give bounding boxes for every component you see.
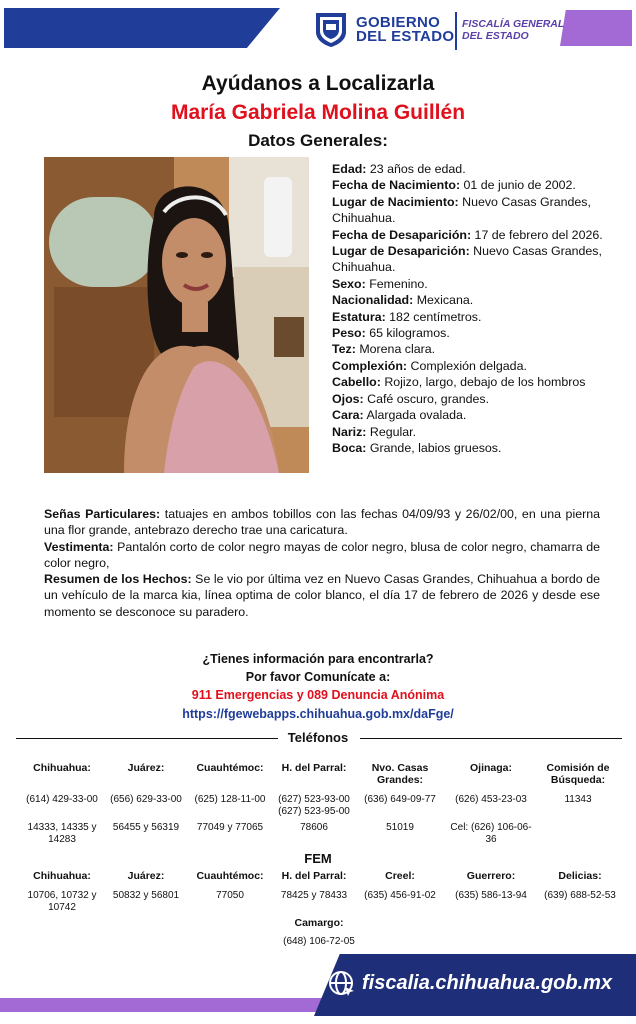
fem-header: Guerrero: <box>466 870 516 882</box>
gen-item-estatura: Estatura: 182 centímetros. <box>332 309 482 324</box>
fiscalia-logo-text <box>462 18 564 42</box>
gen-item-tez: Tez: Morena clara. <box>332 342 436 357</box>
tel-cell: 56455 y 56319 <box>112 822 180 833</box>
particular-resumen: Resumen de los Hechos: Se le vio por última vez en Nuevo Casas Grandes, Chihuahua a bordo de un vehículo de la marca kia, línea optima de color blanco, el día 17 de febrero de 2026 y desde ese momento se desconoce su paradero. <box>44 572 600 619</box>
gen-item-ojos: Ojos: Café oscuro, grandes. <box>332 391 490 406</box>
fisc-line-1: FISCALÍA GENERAL <box>462 18 565 30</box>
general-data <box>332 161 608 456</box>
tel-cell: 11343 <box>564 794 592 805</box>
tel-header: Cuauhtémoc: <box>196 762 264 774</box>
person-name: María Gabriela Molina Guillén <box>170 101 466 124</box>
header-blue-stripe <box>4 8 280 48</box>
fem-header: Cuauhtémoc: <box>196 870 264 882</box>
tel-cell: Cel: (626) 106-06-36 <box>450 822 532 845</box>
fem-cell-camargo: (648) 106-72-05 <box>283 936 355 947</box>
fem-header: Creel: <box>385 870 415 882</box>
tel-header: Chihuahua: <box>33 762 91 774</box>
fem-cell: (635) 456-91-02 <box>364 890 436 901</box>
particular-vestimenta: Vestimenta: Pantalón corto de color negro mayas de color negro, blusa de color negro, chamarra de color negro, <box>44 539 600 570</box>
gen-item-nariz: Nariz: Regular. <box>332 424 417 439</box>
fem-header-camargo: Camargo: <box>294 917 344 929</box>
header-divider <box>455 12 457 50</box>
tel-cell: 77049 y 77065 <box>196 822 264 833</box>
gen-item-fecha-nacimiento: Fecha de Nacimiento: 01 de junio de 2002. <box>332 178 576 193</box>
contact-url-link[interactable]: https://fgewebapps.chihuahua.gob.mx/daFge/ <box>182 707 454 721</box>
gen-item-cabello: Cabello: Rojizo, largo, debajo de los hombros <box>332 375 586 390</box>
person-photo <box>44 157 309 473</box>
fisc-line-2: DEL ESTADO <box>462 30 529 42</box>
fem-cell: 77050 <box>216 890 244 901</box>
contact-question: ¿Tienes información para encontrarla? <box>202 652 434 666</box>
gen-item-lugar-desaparicion: Lugar de Desaparición: Nuevo Casas Grandes, Chihuahua. <box>332 244 602 275</box>
fem-header: H. del Parral: <box>281 870 347 882</box>
tel-cell: 51019 <box>386 822 414 833</box>
tel-header: Ojinaga: <box>469 762 512 774</box>
tel-cell: (614) 429-33-00 <box>26 794 98 805</box>
tel-cell: (627) 523-93-00 (627) 523-95-00 <box>278 794 350 817</box>
tel-header: H. del Parral: <box>281 762 347 774</box>
particulars-section <box>44 506 600 620</box>
gen-item-nacionalidad: Nacionalidad: Mexicana. <box>332 293 474 308</box>
gov-line-1: GOBIERNO <box>356 14 441 31</box>
tel-cell: (656) 629-33-00 <box>110 794 182 805</box>
gen-item-boca: Boca: Grande, labios gruesos. <box>332 440 502 455</box>
tel-header: Juárez: <box>127 762 165 774</box>
fem-title: FEM <box>304 851 332 866</box>
tel-cell: 78606 <box>300 822 328 833</box>
contact-call: Por favor Comunícate a: <box>245 670 391 684</box>
state-seal-icon <box>312 10 350 48</box>
gen-item-cara: Cara: Alargada ovalada. <box>332 408 467 423</box>
particular-senas: Señas Particulares: tatuajes en ambos tobillos con las fechas 04/09/93 y 26/02/00, en una pierna una flor grande, antebrazo derecho trae una caricatura. <box>44 507 601 538</box>
gen-item-edad: Edad: 23 años de edad. <box>332 162 466 176</box>
gen-item-lugar-nacimiento: Lugar de Nacimiento: Nuevo Casas Grandes, Chihuahua. <box>332 194 591 226</box>
tel-cell: (625) 128-11-00 <box>194 794 266 805</box>
web-globe-icon <box>328 970 356 998</box>
footer-purple-stripe <box>0 998 330 1012</box>
tel-cell: (626) 453-23-03 <box>455 794 527 805</box>
fem-cell: (639) 688-52-53 <box>544 890 616 901</box>
fem-header: Juárez: <box>127 870 165 882</box>
gen-item-peso: Peso: 65 kilogramos. <box>332 326 450 341</box>
fem-cell: 78425 y 78433 <box>280 890 348 901</box>
tel-cell: (636) 649-09-77 <box>364 794 436 805</box>
gov-line-2: DEL ESTADO <box>356 28 455 45</box>
government-logo-text <box>356 16 454 44</box>
fem-header: Chihuahua: <box>33 870 91 882</box>
footer-site-link[interactable]: fiscalia.chihuahua.gob.mx <box>362 972 613 994</box>
gen-item-complexion: Complexión: Complexión delgada. <box>332 358 527 373</box>
main-title: Ayúdanos a Localizarla <box>201 72 435 95</box>
tel-header: Nvo. Casas Grandes: <box>371 762 429 786</box>
contact-emergency: 911 Emergencias y 089 Denuncia Anónima <box>191 688 445 702</box>
telefonos-title: Teléfonos <box>287 730 349 745</box>
tel-header: Comisión de Búsqueda: <box>546 762 610 786</box>
section-title: Datos Generales: <box>248 131 388 150</box>
gen-item-sexo: Sexo: Femenino. <box>332 276 428 291</box>
fem-cell: (635) 586-13-94 <box>455 890 527 901</box>
fem-header: Delicias: <box>558 870 602 882</box>
fem-cell: 50832 y 56801 <box>112 890 180 901</box>
tel-cell: 14333, 14335 y 14283 <box>27 822 97 845</box>
fem-cell: 10706, 10732 y 10742 <box>27 890 97 913</box>
header-purple-stripe <box>560 10 632 46</box>
gen-item-fecha-desaparicion: Fecha de Desaparición: 17 de febrero del 2026. <box>332 227 603 242</box>
